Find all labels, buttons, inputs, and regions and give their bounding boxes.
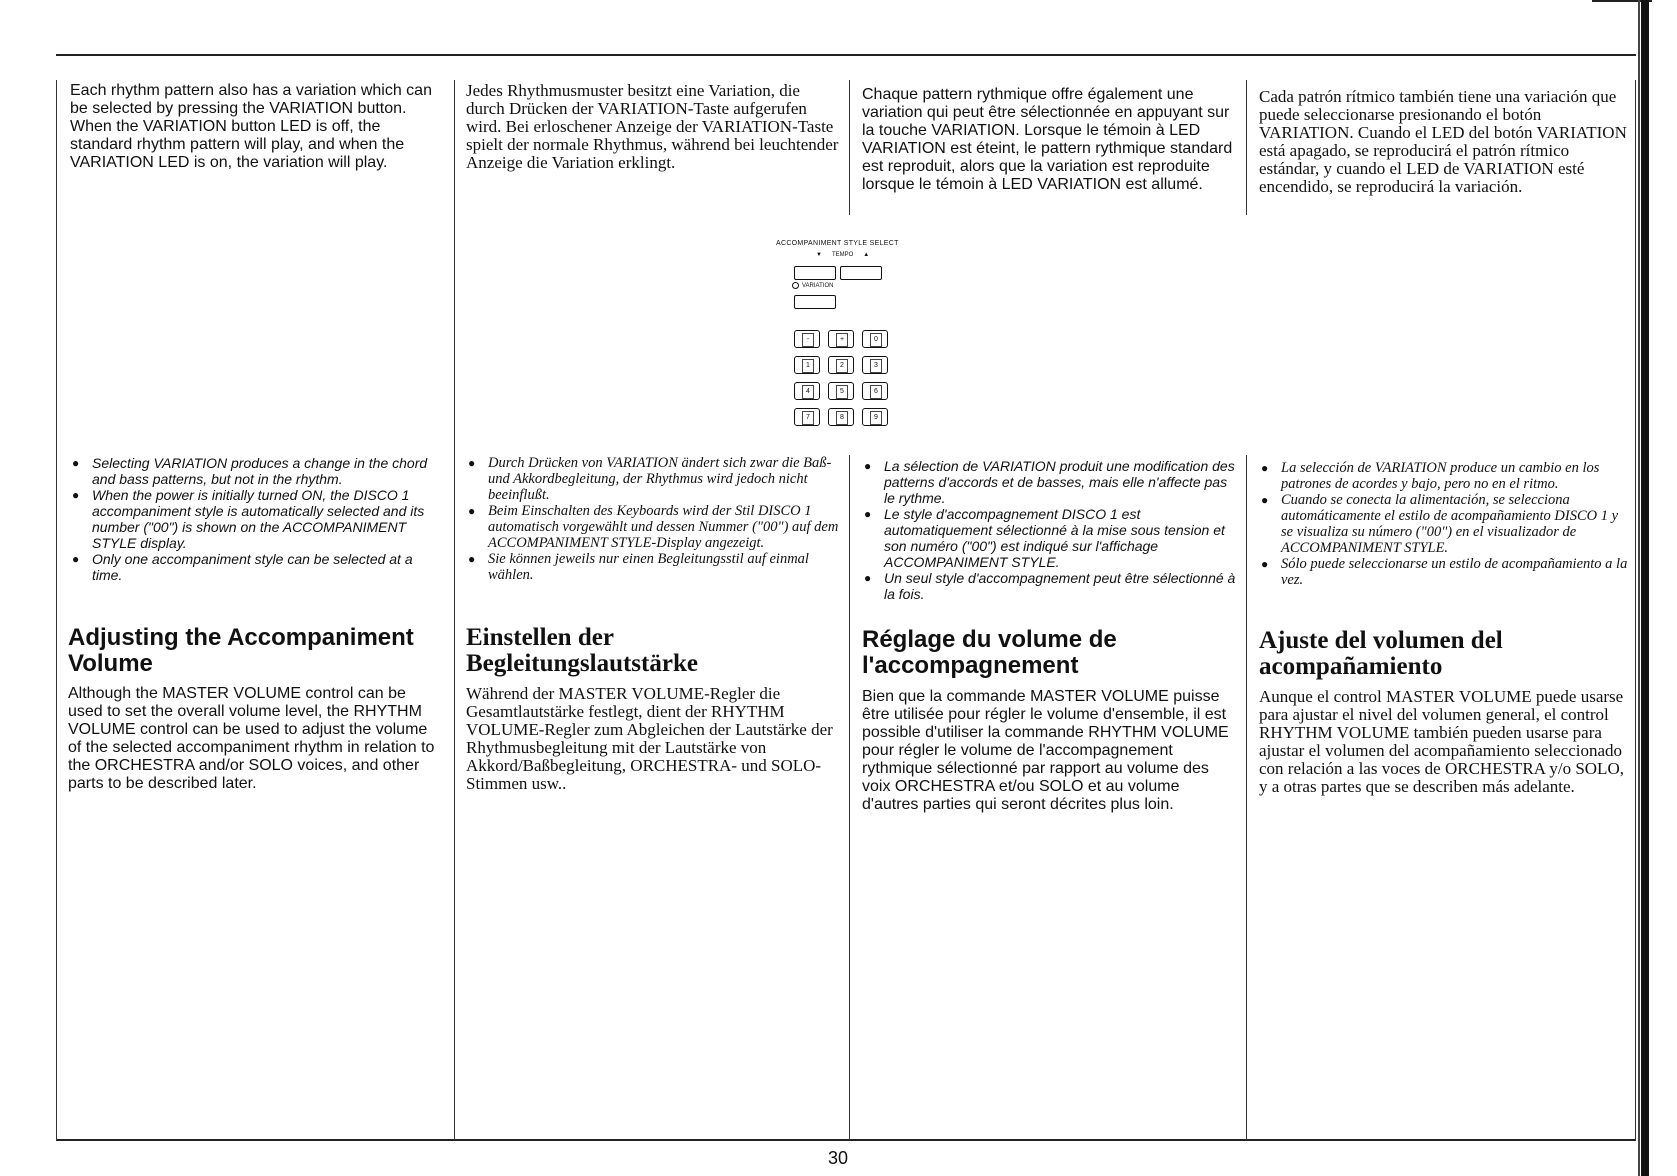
german-intro: Jedes Rhythmusmuster besitzt eine Variation, die durch Drücken der VARIATION-Taste aufgerufen wird. Bei erloschener Anzeige der VARIATION-Taste spielt der normale Rhythmus, während bei leuchtender Anzeige die Variation erklingt.	[466, 81, 839, 172]
binding-edge-thin	[1638, 0, 1640, 1176]
column-divider	[1246, 80, 1247, 215]
list-item: ● Durch Drücken von VARIATION ändert sich zwar die Baß- und Akkordbegleitung, der Rhythmus wird jedoch nicht beeinflußt.	[466, 455, 841, 503]
key-label: 0	[870, 333, 882, 347]
list-item: ● Un seul style d'accompagnement peut être sélectionné à la fois.	[862, 570, 1240, 602]
key-1[interactable]	[794, 356, 820, 374]
page-number: 30	[828, 1148, 849, 1168]
tempo-up-button[interactable]	[840, 266, 882, 280]
key-3[interactable]	[862, 356, 888, 374]
list-item: ● Sólo puede seleccionarse un estilo de acompañamiento a la vez.	[1259, 556, 1631, 588]
list-item: ● When the power is initially turned ON, the DISCO 1 accompaniment style is automatically selected and its number ("00") is shown on the ACCOMPANIMENT STYLE display.	[70, 487, 445, 551]
spanish-intro: Cada patrón rítmico también tiene una variación que puede seleccionarse presionando el botón VARIATION. Cuando el LED del botón VARIATION está apagado, se reproducirá el patrón rítmico estándar, y cuando el LED de VARIATION esté encendido, se reproducirá la variación.	[1259, 87, 1627, 196]
german-heading: Einstellen der Begleitungslautstärke	[466, 624, 698, 677]
column-divider	[1635, 80, 1636, 1140]
spanish-body: Aunque el control MASTER VOLUME puede usarse para ajustar el nivel del volumen general, el control RHYTHM VOLUME también pueden usarse para ajustar el volumen del acompañamiento seleccionado con relación a las voces de ORCHESTRA y/o SOLO, y a otras partes que se describen más adelante.	[1259, 687, 1624, 796]
key-4[interactable]	[794, 382, 820, 400]
spanish-heading: Ajuste del volumen del acompañamiento	[1259, 627, 1503, 680]
column-divider	[849, 455, 850, 1140]
tempo-down-icon: ▼	[816, 252, 822, 258]
spanish-notes	[1259, 460, 1631, 588]
column-divider	[454, 80, 455, 1140]
key-label: 1	[802, 359, 814, 373]
english-body: Although the MASTER VOLUME control can be used to set the overall volume level, the RHYTHM VOLUME control can be used to adjust the volume of the selected accompaniment rhythm in relation to the ORCHESTRA and/or SOLO voices, and other parts to be described later.	[68, 685, 435, 792]
list-item: ● Only one accompaniment style can be selected at a time.	[70, 551, 445, 583]
accompaniment-style-select-panel	[776, 240, 936, 440]
list-item: ● Beim Einschalten des Keyboards wird der Stil DISCO 1 automatisch vorgewählt und dessen Nummer ("00") auf dem ACCOMPANIMENT STYLE-Display angezeigt.	[466, 503, 841, 551]
french-notes	[862, 458, 1240, 602]
tempo-row	[816, 252, 879, 258]
key-8[interactable]	[828, 408, 854, 426]
key-label: 3	[870, 359, 882, 373]
english-notes	[70, 455, 445, 583]
key-label: -	[802, 333, 814, 347]
key-6[interactable]	[862, 382, 888, 400]
list-item: ● La selección de VARIATION produce un cambio en los patrones de acordes y bajo, pero no en el ritmo.	[1259, 460, 1631, 492]
list-item: ● Cuando se conecta la alimentación, se selecciona automáticamente el estilo de acompañamiento DISCO 1 y se visualiza su número ("00") en el visualizador de ACCOMPANIMENT STYLE.	[1259, 492, 1631, 556]
key-label: 4	[802, 385, 814, 399]
panel-title: ACCOMPANIMENT STYLE SELECT	[776, 240, 899, 247]
key-label: 7	[802, 411, 814, 425]
list-item: ● La sélection de VARIATION produit une modification des patterns d'accords et de basses, mais elle n'affecte pas le rythme.	[862, 458, 1240, 506]
tempo-down-button[interactable]	[794, 266, 836, 280]
key-label: 5	[836, 385, 848, 399]
key-label: +	[836, 333, 848, 347]
list-item: ● Selecting VARIATION produces a change in the chord and bass patterns, but not in the rhythm.	[70, 455, 445, 487]
key-5[interactable]	[828, 382, 854, 400]
german-body: Während der MASTER VOLUME-Regler die Gesamtlautstärke festlegt, dient der RHYTHM VOLUME-Regler zum Abgleichen der Lautstärke der Rhythmusbegleitung mit der Lautstärke von Akkord/Baßbegleitung, ORCHESTRA- und SOLO-Stimmen usw..	[466, 684, 833, 793]
top-rule	[56, 54, 1636, 56]
key-9[interactable]	[862, 408, 888, 426]
tempo-up-icon: ▲	[863, 252, 870, 258]
column-divider	[849, 80, 850, 215]
key-7[interactable]	[794, 408, 820, 426]
binding-edge	[1641, 0, 1649, 1176]
key-label: 2	[836, 359, 848, 373]
french-intro: Chaque pattern rythmique offre également une variation qui peut être sélectionnée en appuyant sur la touche VARIATION. Lorsque le témoin à LED VARIATION est éteint, le pattern rythmique standard est reproduit, alors que la variation est reproduite lorsque le témoin à LED VARIATION est allumé.	[862, 86, 1233, 193]
english-heading: Adjusting the Accompaniment Volume	[68, 624, 414, 677]
english-intro: Each rhythm pattern also has a variation which can be selected by pressing the VARIATION button. When the VARIATION button LED is off, the standard rhythm pattern will play, and when the VARIATION LED is on, the variation will play.	[70, 82, 432, 171]
key-label: 8	[836, 411, 848, 425]
variation-button[interactable]	[794, 295, 836, 309]
key-2[interactable]	[828, 356, 854, 374]
column-divider	[1246, 455, 1247, 1140]
key-minus[interactable]	[794, 330, 820, 348]
tempo-label: TEMPO	[831, 252, 854, 258]
key-0[interactable]	[862, 330, 888, 348]
list-item: ● Sie können jeweils nur einen Begleitungsstil auf einmal wählen.	[466, 551, 841, 583]
german-notes	[466, 455, 841, 583]
column-divider	[56, 80, 57, 1140]
key-label: 6	[870, 385, 882, 399]
variation-label	[792, 282, 833, 289]
french-heading: Réglage du volume de l'accompagnement	[862, 626, 1117, 679]
key-label: 9	[870, 411, 882, 425]
list-item: ● Le style d'accompagnement DISCO 1 est automatiquement sélectionné à la mise sous tension et son numéro ("00") est indiqué sur l'affichage ACCOMPANIMENT STYLE.	[862, 506, 1240, 570]
bottom-rule	[56, 1139, 1636, 1141]
variation-led-icon	[792, 282, 799, 289]
variation-label-text: VARIATION	[802, 283, 834, 290]
french-body: Bien que la commande MASTER VOLUME puisse être utilisée pour régler le volume d'ensemble, il est possible d'utiliser la commande RHYTHM VOLUME pour régler le volume de l'accompagnement rythmique sélectionné par rapport au volume des voix ORCHESTRA et/ou SOLO et au volume d'autres parties qui seront décrites plus loin.	[862, 688, 1229, 813]
key-plus[interactable]	[828, 330, 854, 348]
